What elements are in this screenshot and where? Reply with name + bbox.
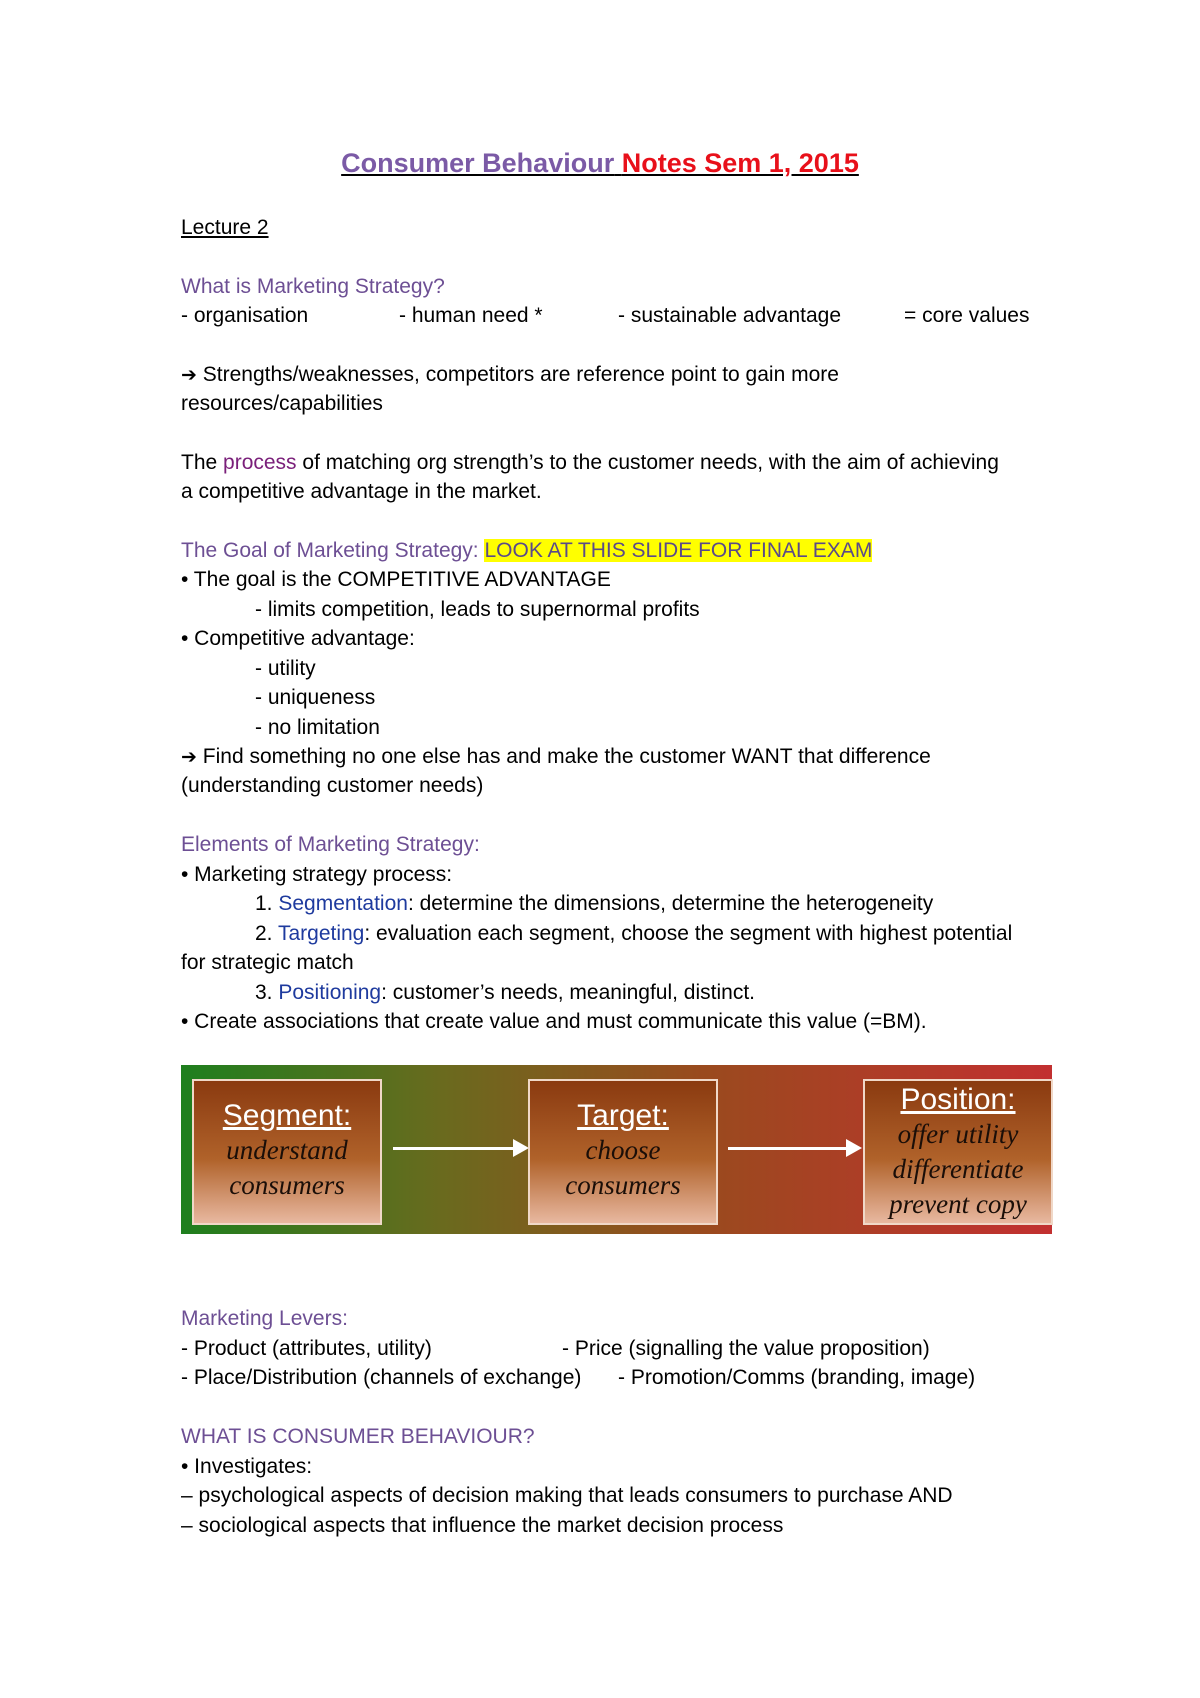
page-title [0, 146, 1200, 180]
term-targeting: Targeting [277, 922, 365, 945]
heading-what-is-consumer-behaviour: WHAT IS CONSUMER BEHAVIOUR? [181, 1425, 535, 1448]
strategy-item: = core values [904, 304, 1030, 327]
step-segmentation: 1. Segmentation: determine the dimensions, determine the heterogeneity [255, 892, 934, 915]
strategy-item: - human need * [399, 304, 543, 327]
position-box-line: differentiate [892, 1154, 1024, 1184]
step-targeting: 2. Targeting: evaluation each segment, choose the segment with highest potential [255, 922, 1013, 945]
lecture-heading: Lecture 2 [181, 216, 269, 239]
strategy-item: - organisation [181, 304, 309, 327]
bullet-create-associations: • Create associations that create value and must communicate this value (=BM). [181, 1010, 927, 1033]
bullet-strategy-process: • Marketing strategy process: [181, 863, 453, 886]
sub-bullet-utility: - utility [255, 657, 316, 680]
process-paragraph-2: a competitive advantage in the market. [181, 480, 542, 503]
term-segmentation: Segmentation [278, 892, 408, 915]
heading-goal-of-marketing-strategy: The Goal of Marketing Strategy: [181, 539, 479, 562]
strategy-items-row [181, 302, 1051, 330]
strengths-line: ➔ Strengths/weaknesses, competitors are reference point to gain more [181, 363, 839, 386]
strengths-line-2: resources/capabilities [181, 392, 383, 415]
process-paragraph: The process of matching org strength’s to the customer needs, with the aim of achieving [181, 451, 999, 474]
title-part-2: Notes Sem 1, 2015 [621, 148, 859, 178]
lever-promotion: - Promotion/Comms (branding, image) [618, 1366, 976, 1389]
heading-elements-of-marketing-strategy: Elements of Marketing Strategy: [181, 833, 480, 856]
target-box-title: Target: [577, 1099, 669, 1132]
right-arrow-icon [728, 1147, 858, 1150]
levers-row-2 [181, 1364, 1051, 1392]
target-box [528, 1079, 718, 1225]
position-box [863, 1079, 1053, 1225]
term-positioning: Positioning [278, 981, 382, 1004]
position-box-line: offer utility [897, 1119, 1019, 1149]
goal-heading-line [181, 537, 872, 565]
segment-box [192, 1079, 382, 1225]
bullet-competitive-advantage: • Competitive advantage: [181, 627, 415, 650]
psychological-aspects-line: – psychological aspects of decision making that leads consumers to purchase AND [181, 1484, 953, 1507]
segment-box-title: Segment: [222, 1099, 352, 1132]
position-box-title: Position: [900, 1083, 1016, 1116]
stp-diagram [181, 1065, 1052, 1234]
sub-bullet-uniqueness: - uniqueness [255, 686, 376, 709]
right-arrow-icon: ➔ [181, 364, 197, 386]
lever-place: - Place/Distribution (channels of exchange) [181, 1366, 582, 1389]
target-box-line: consumers [565, 1170, 681, 1200]
process-term: process [223, 451, 297, 474]
sociological-aspects-line: – sociological aspects that influence the market decision process [181, 1514, 784, 1537]
sub-bullet-limits: - limits competition, leads to supernormal profits [255, 598, 700, 621]
bullet-investigates: • Investigates: [181, 1455, 313, 1478]
title-part-1: Consumer Behaviour [341, 148, 615, 178]
segment-box-line: consumers [229, 1170, 345, 1200]
strategy-item: - sustainable advantage [618, 304, 841, 327]
segment-box-line: understand [226, 1135, 348, 1165]
heading-marketing-levers: Marketing Levers: [181, 1307, 348, 1330]
levers-row-1 [181, 1335, 1051, 1363]
lever-price: - Price (signalling the value proposition) [562, 1337, 930, 1360]
sub-bullet-no-limitation: - no limitation [255, 716, 380, 739]
right-arrow-icon: ➔ [181, 746, 197, 768]
find-something-line-2: (understanding customer needs) [181, 774, 484, 797]
target-box-line: choose [585, 1135, 661, 1165]
exam-highlight: LOOK AT THIS SLIDE FOR FINAL EXAM [484, 539, 873, 562]
position-box-line: prevent copy [889, 1189, 1027, 1219]
lever-product: - Product (attributes, utility) [181, 1337, 432, 1360]
step-targeting-2: for strategic match [181, 951, 354, 974]
step-positioning: 3. Positioning: customer’s needs, meaningful, distinct. [255, 981, 756, 1004]
bullet-goal: • The goal is the COMPETITIVE ADVANTAGE [181, 568, 611, 591]
find-something-line: ➔ Find something no one else has and make the customer WANT that difference [181, 745, 931, 768]
right-arrow-icon [393, 1147, 525, 1150]
heading-what-is-marketing-strategy: What is Marketing Strategy? [181, 275, 445, 298]
